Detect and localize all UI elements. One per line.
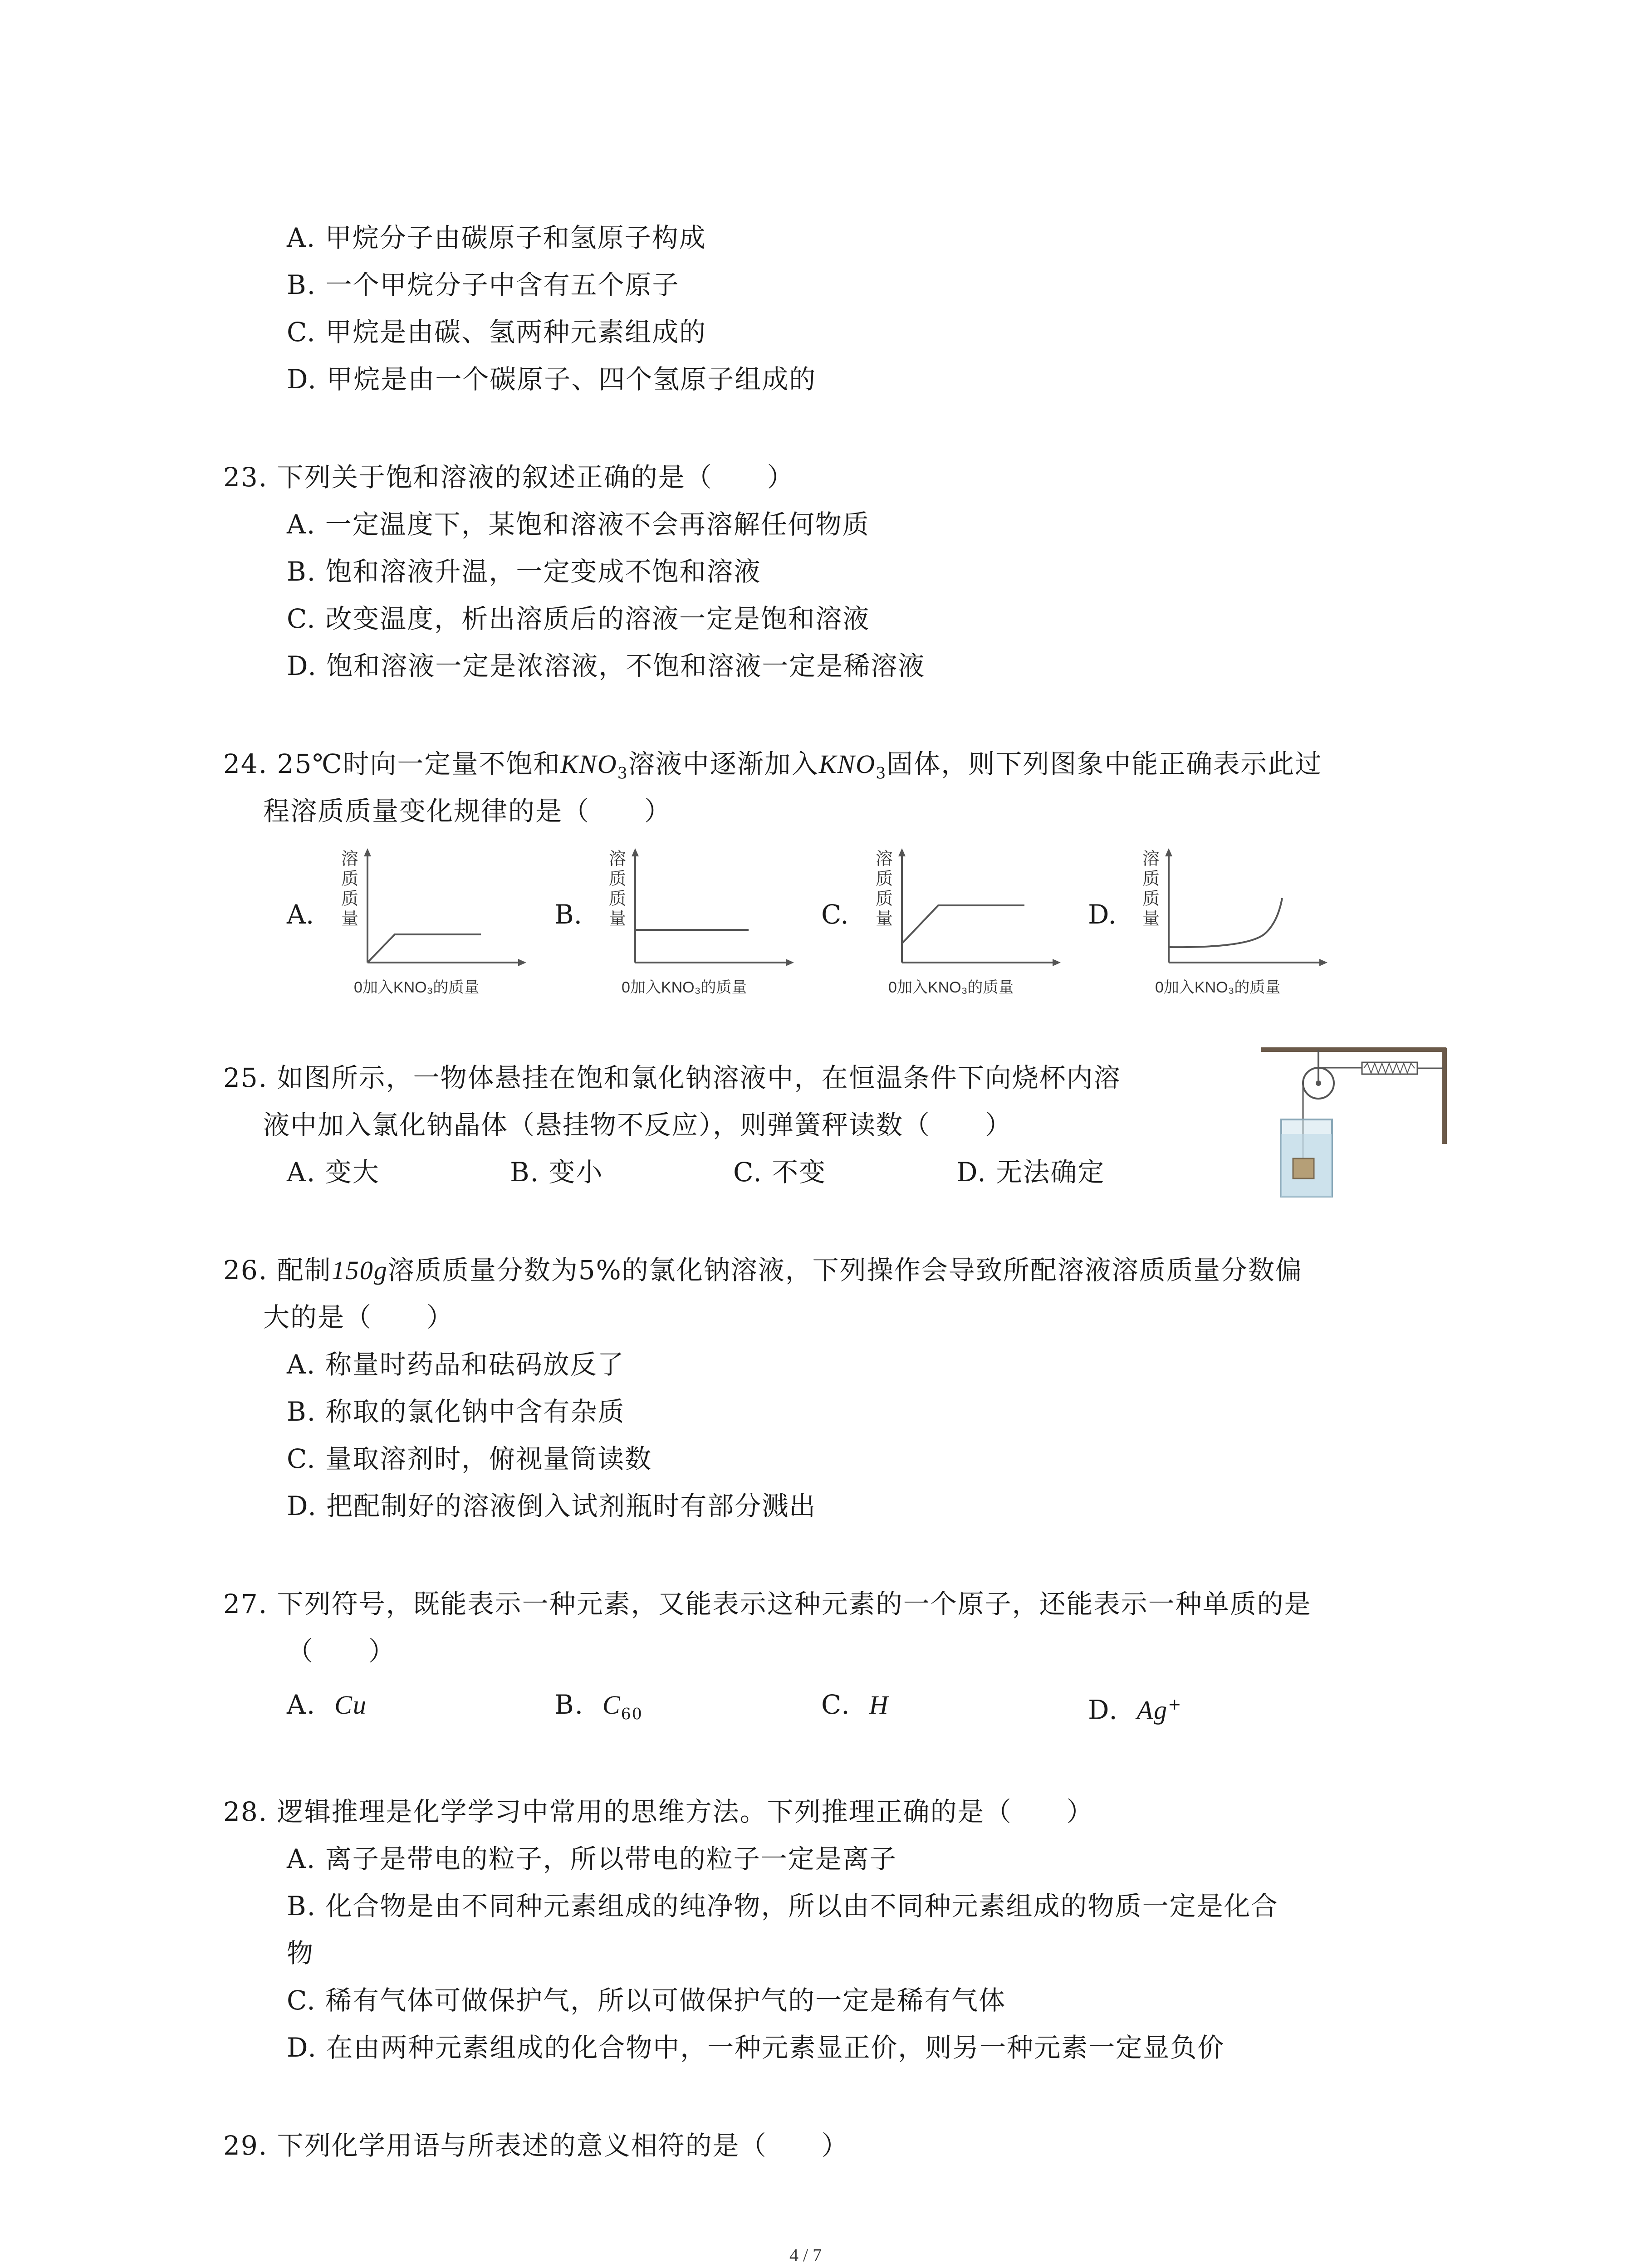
svg-text:质: 质: [609, 870, 627, 889]
svg-text:质: 质: [1142, 890, 1160, 909]
q24-option-c-label: C.: [821, 899, 849, 930]
q25-stem-line1: 25. 如图所示，一物体悬挂在饱和氯化钠溶液中，在恒温条件下向烧杯内溶: [223, 1062, 1121, 1093]
q26-option-c: C. 量取溶剂时，俯视量筒读数: [287, 1443, 652, 1474]
q28-option-b-line1: B. 化合物是由不同种元素组成的纯净物，所以由不同种元素组成的物质一定是化合: [287, 1891, 1279, 1921]
svg-text:量: 量: [609, 909, 627, 929]
q24-graph-b: [594, 844, 803, 1009]
q24-graph-c: [861, 844, 1070, 1009]
q25-option-d: D. 无法确定: [956, 1157, 1105, 1188]
spring-scale-beaker-figure: [1261, 1043, 1452, 1204]
svg-text:0加入KNO₃的质量: 0加入KNO₃的质量: [1155, 979, 1281, 996]
q25-option-a: A. 变大: [287, 1157, 380, 1188]
graph-a-curve: [367, 934, 481, 963]
q23-option-c: C. 改变温度，析出溶质后的溶液一定是饱和溶液: [287, 603, 870, 634]
q22-option-a: A. 甲烷分子由碳原子和氢原子构成: [287, 222, 706, 253]
q26-option-a: A. 称量时药品和砝码放反了: [287, 1349, 625, 1380]
q26-option-b: B. 称取的氯化钠中含有杂质: [287, 1396, 625, 1427]
svg-text:质: 质: [876, 890, 893, 909]
q28-option-c: C. 稀有气体可做保护气，所以可做保护气的一定是稀有气体: [287, 1985, 1006, 2016]
svg-text:0加入KNO₃的质量: 0加入KNO₃的质量: [888, 979, 1014, 996]
q24-option-b-label: B.: [554, 899, 583, 930]
q26-option-d: D. 把配制好的溶液倒入试剂瓶时有部分溅出: [287, 1491, 817, 1521]
q27-option-a: A. Cu: [287, 1689, 367, 1720]
q24-stem-line2: 程溶质质量变化规律的是（ ）: [263, 796, 672, 826]
q27-stem-line2: （ ）: [287, 1636, 396, 1667]
q28-option-b-line2: 物: [287, 1938, 314, 1969]
q24-graph-a: [327, 844, 535, 1009]
svg-text:量: 量: [1142, 909, 1160, 929]
graph-x-label: 0加入KNO₃的质量: [354, 979, 480, 996]
q25-stem-line2: 液中加入氯化钠晶体（悬挂物不反应），则弹簧秤读数（ ）: [263, 1110, 1013, 1140]
graph-d-curve: [1169, 898, 1282, 947]
svg-text:质: 质: [876, 870, 893, 889]
q26-stem-line2: 大的是（ ）: [263, 1302, 454, 1333]
svg-text:溶: 溶: [1142, 850, 1160, 869]
svg-text:量: 量: [876, 909, 893, 929]
q25-option-c: C. 不变: [733, 1157, 827, 1188]
q23-option-a: A. 一定温度下，某饱和溶液不会再溶解任何物质: [287, 509, 870, 540]
q24-option-a-label: A.: [287, 899, 314, 930]
svg-text:溶: 溶: [609, 850, 627, 869]
svg-text:量: 量: [341, 909, 359, 929]
q28-option-a: A. 离子是带电的粒子，所以带电的粒子一定是离子: [287, 1843, 897, 1874]
graph-c-curve: [902, 905, 1024, 943]
q27-stem-line1: 27. 下列符号，既能表示一种元素，又能表示这种元素的一个原子，还能表示一种单质的是: [223, 1589, 1312, 1619]
svg-text:质: 质: [1142, 870, 1160, 889]
svg-text:0加入KNO₃的质量: 0加入KNO₃的质量: [622, 979, 747, 996]
q23-option-b: B. 饱和溶液升温，一定变成不饱和溶液: [287, 556, 761, 587]
svg-text:质: 质: [341, 890, 359, 909]
q22-option-c: C. 甲烷是由碳、氢两种元素组成的: [287, 317, 707, 347]
q23-option-d: D. 饱和溶液一定是浓溶液，不饱和溶液一定是稀溶液: [287, 650, 926, 681]
svg-text:质: 质: [341, 870, 359, 889]
q23-stem: 23. 下列关于饱和溶液的叙述正确的是（ ）: [223, 462, 794, 493]
svg-text:溶: 溶: [876, 850, 893, 869]
q26-stem-line1: 26. 配制150g溶质质量分数为5%的氯化钠溶液，下列操作会导致所配溶液溶质质量分数偏: [223, 1255, 1303, 1286]
q22-option-d: D. 甲烷是由一个碳原子、四个氢原子组成的: [287, 364, 817, 395]
q27-option-c: C. H: [821, 1689, 889, 1720]
q24-graph-d: [1128, 844, 1337, 1009]
svg-text:质: 质: [609, 890, 627, 909]
q27-option-d: D. Ag+: [1088, 1694, 1182, 1725]
page-number: 4 / 7: [789, 2245, 822, 2265]
graph-y-label: 溶: [341, 850, 359, 869]
q25-option-b: B. 变小: [510, 1157, 603, 1188]
q28-stem: 28. 逻辑推理是化学学习中常用的思维方法。下列推理正确的是（ ）: [223, 1796, 1094, 1827]
q24-stem-line1: 24. 25℃时向一定量不饱和$KNO_3$溶液中逐渐加入$KNO_3$固体，则下列图象中能正确表示此过: [223, 748, 1323, 783]
q22-option-b: B. 一个甲烷分子中含有五个原子: [287, 269, 680, 300]
q28-option-d: D. 在由两种元素组成的化合物中，一种元素显正价，则另一种元素一定显负价: [287, 2032, 1225, 2063]
q27-option-b: B. $C_{60}$: [554, 1689, 643, 1724]
q29-stem: 29. 下列化学用语与所表述的意义相符的是（ ）: [223, 2130, 849, 2161]
q24-option-d-label: D.: [1088, 899, 1117, 930]
